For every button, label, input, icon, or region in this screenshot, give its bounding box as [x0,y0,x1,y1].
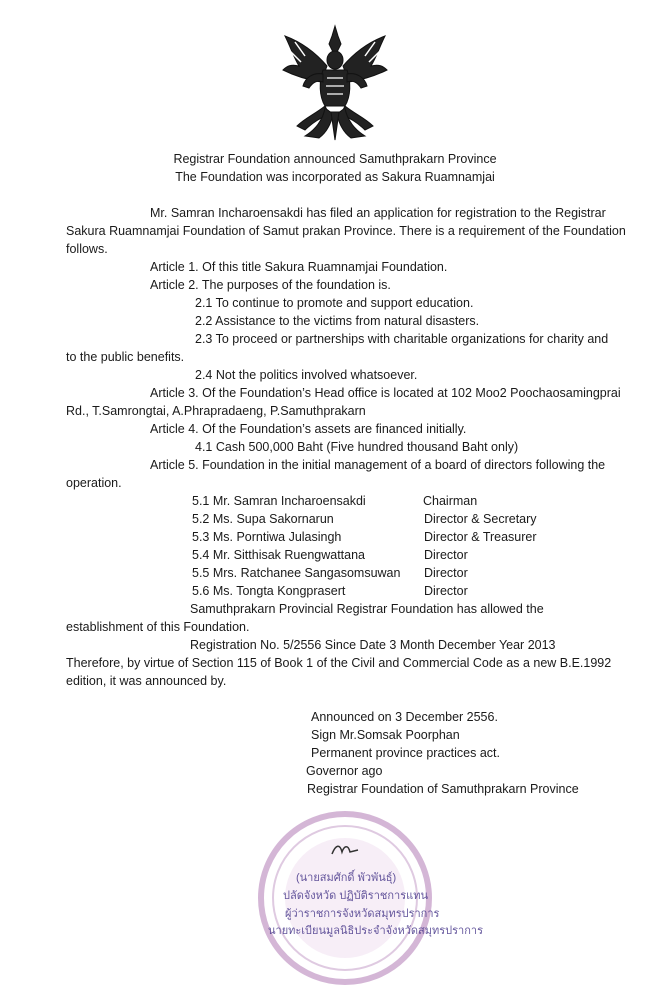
signatory-position: Permanent province practices act. [311,746,500,760]
article-4-heading: Article 4. Of the Foundation’s assets are financed initially. [150,422,467,436]
stamp-position: ปลัดจังหวัด ปฏิบัติราชการแทน [283,890,428,902]
director-name: 5.2 Ms. Supa Sakornarun [192,512,334,526]
signatory: Sign Mr.Somsak Poorphan [311,728,460,742]
stamp-office: ผู้ว่าราชการจังหวัดสมุทรปราการ [285,908,440,920]
article-3-continued: Rd., T.Samrongtai, A.Phrapradaeng, P.Samuthprakarn [66,404,366,418]
article-2-item: 2.1 To continue to promote and support education. [195,296,474,310]
announcement-title: Registrar Foundation announced Samuthprakarn Province [173,152,497,166]
director-role: Director [424,584,468,598]
stamp-name: (นายสมศักดิ์ พัวพันธุ์) [296,872,397,884]
article-2-item: 2.2 Assistance to the victims from natural disasters. [195,314,480,328]
director-name: 5.6 Ms. Tongta Kongprasert [192,584,346,598]
article-2-item-continued: to the public benefits. [66,350,185,364]
director-role: Director & Secretary [424,512,537,526]
therefore-statement-continued: edition, it was announced by. [66,674,227,688]
intro-line: Mr. Samran Incharoensakdi has filed an application for registration to the Registrar [150,206,606,220]
therefore-statement: Therefore, by virtue of Section 115 of Book 1 of the Civil and Commercial Code as a new B.E.1992 [66,656,612,670]
director-role: Chairman [423,494,478,508]
garuda-emblem-icon [275,22,395,144]
allowed-statement-continued: establishment of this Foundation. [66,620,250,634]
intro-line: follows. [66,242,108,256]
director-role: Director & Treasurer [424,530,537,544]
article-2-item: 2.3 To proceed or partnerships with charitable organizations for charity and [195,332,609,346]
article-5-continued: operation. [66,476,122,490]
article-2-heading: Article 2. The purposes of the foundation is. [150,278,391,292]
article-3: Article 3. Of the Foundation’s Head office is located at 102 Moo2 Poochaosamingprai [150,386,621,400]
director-name: 5.3 Ms. Porntiwa Julasingh [192,530,342,544]
stamp-registrar: นายทะเบียนมูลนิธิประจำจังหวัดสมุทรปราการ [268,925,483,937]
director-role: Director [424,566,468,580]
allowed-statement: Samuthprakarn Provincial Registrar Foundation has allowed the [190,602,544,616]
article-5: Article 5. Foundation in the initial management of a board of directors following the [150,458,606,472]
director-name: 5.1 Mr. Samran Incharoensakdi [192,494,366,508]
article-1: Article 1. Of this title Sakura Ruamnamjai Foundation. [150,260,448,274]
director-role: Director [424,548,468,562]
article-2-item: 2.4 Not the politics involved whatsoever. [195,368,418,382]
signature-mark [330,840,360,858]
announced-date: Announced on 3 December 2556. [311,710,498,724]
article-4-item: 4.1 Cash 500,000 Baht (Five hundred thousand Baht only) [195,440,519,454]
director-name: 5.5 Mrs. Ratchanee Sangasomsuwan [192,566,401,580]
signatory-title: Governor ago [306,764,383,778]
intro-line: Sakura Ruamnamjai Foundation of Samut prakan Province. There is a requirement of the Foundation [66,224,626,238]
announcement-subtitle: The Foundation was incorporated as Sakura Ruamnamjai [175,170,495,184]
registrar-office: Registrar Foundation of Samuthprakarn Province [307,782,579,796]
director-name: 5.4 Mr. Sitthisak Ruengwattana [192,548,366,562]
registration-number: Registration No. 5/2556 Since Date 3 Month December Year 2013 [190,638,556,652]
